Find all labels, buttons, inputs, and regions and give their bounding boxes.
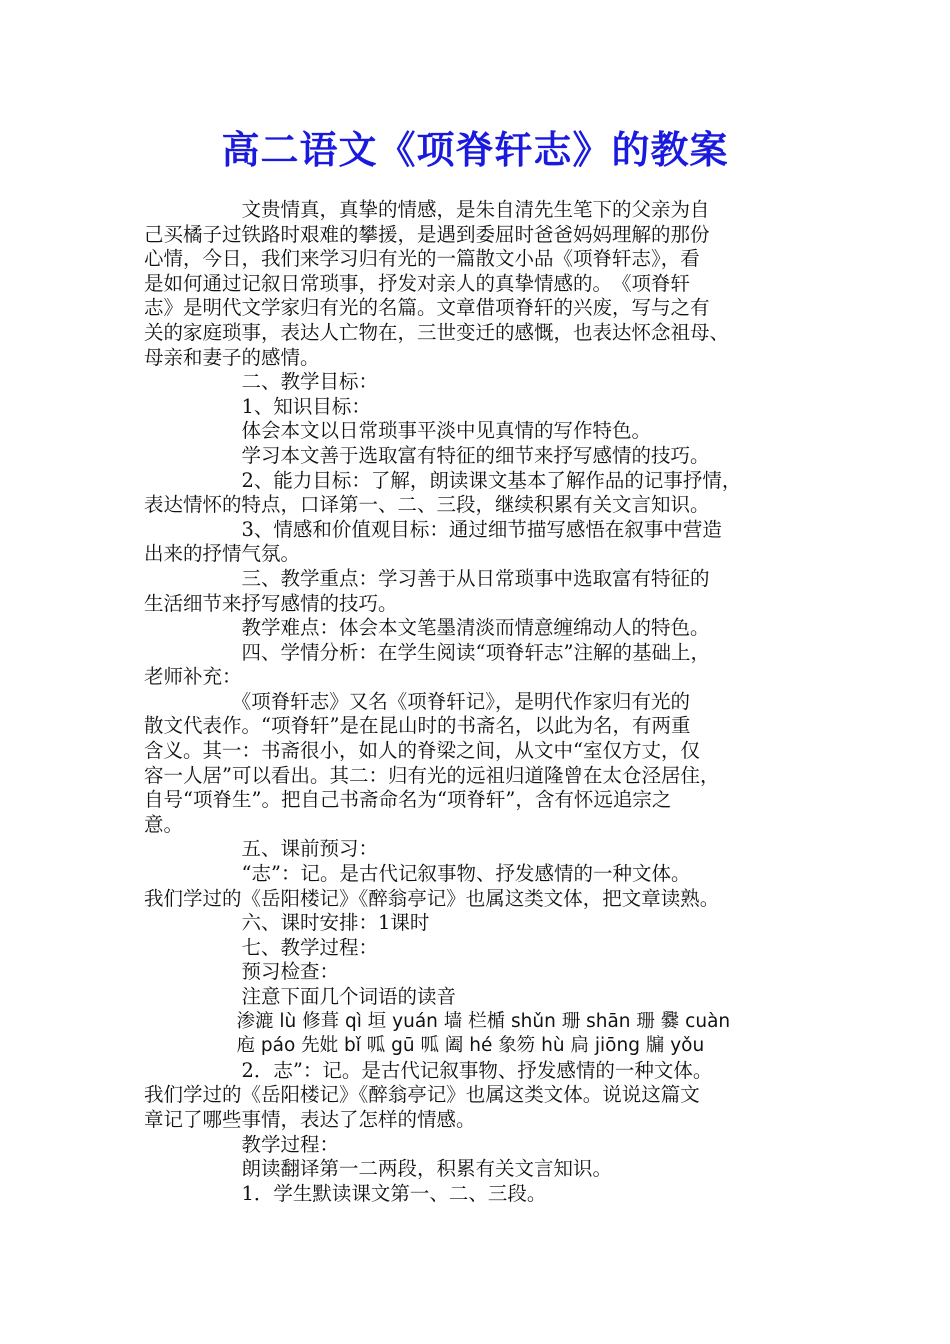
document-body [144,198,816,1206]
paragraph-line: 关的家庭琐事，表达人亡物在，三世变迁的感慨，也表达怀念祖母、 [144,320,730,344]
paragraph-line: 注意下面几个词语的读音 [144,985,457,1008]
section-heading: 七、教学过程： [144,935,379,959]
paragraph-line: 是如何通过记叙日常琐事，抒发对亲人的真挚情感的。 《项脊轩 [144,271,691,295]
paragraph-line: 出来的抒情气氛。 [144,542,301,566]
paragraph-line: 1．学生默读课文第一、二、三段。 [144,1181,547,1205]
paragraph-line: 3、情感和价值观目标：通过细节描写感悟在叙事中营造 [144,517,722,541]
paragraph-line: 容一人居”可以看出。其二：归有光的远祖归道隆曾在太仓泾居住， [144,763,720,787]
paragraph-line: 章记了哪些事情，表达了怎样的情感。 [144,1107,476,1131]
paragraph-line: 自号“项脊生”。把自己书斋命名为“项脊轩”，含有怀远追宗之 [144,788,672,812]
pinyin-line: 渗漉 lù 修葺 qì 垣 yuán 墙 栏楯 shǔn 珊 shān 珊 爨 cuàn [144,1010,731,1032]
paragraph-line: 文贵情真，真挚的情感，是朱自清先生笔下的父亲为自 [144,198,710,221]
paragraph-line: 我们学过的《岳阳楼记》《醉翁亭记》也属这类文体。说说这篇文 [144,1083,700,1107]
document-title: 高二语文《项脊轩志》的教案 [221,127,729,172]
paragraph-line: 表达情怀的特点，口译第一、二、三段，继续积累有关文言知识。 [144,493,710,517]
section-heading: 五、课前预习： [144,837,379,861]
subsection-heading: 预习检查： [144,960,340,984]
paragraph-line: 己买橘子过铁路时艰难的攀援，是遇到委屈时爸爸妈妈理解的那份 [144,222,710,246]
paragraph-line: 2．志”：记。是古代记叙事物、抒发感情的一种文体。 [144,1058,713,1082]
paragraph-line: “志”：记。是古代记叙事物、抒发感情的一种文体。 [144,862,691,886]
paragraph-line: 生活细节来抒写感情的技巧。 [144,591,398,615]
paragraph-line: 学习本文善于选取富有特征的细节来抒写感情的技巧。 [144,443,710,467]
subsection-heading: 1、知识目标： [144,394,371,418]
paragraph-line: 朗读翻译第一二两段，积累有关文言知识。 [144,1157,613,1181]
paragraph-line: 心情，今日，我们来学习归有光的一篇散文小品《项脊轩志》，看 [144,247,700,271]
subsection-heading: 教学过程： [144,1132,340,1156]
paragraph-line: 意。 [144,812,184,836]
paragraph-line: 母亲和妻子的感情。 [144,345,320,369]
paragraph-line: 体会本文以日常琐事平淡中见真情的写作特色。 [144,419,652,443]
paragraph-line: 教学难点：体会本文笔墨清淡而情意缠绵动人的特色。 [144,616,710,640]
paragraph-line: 《项脊轩志》又名《项脊轩记》，是明代作家归有光的 [144,689,691,713]
paragraph-line: 我们学过的《岳阳楼记》《醉翁亭记》也属这类文体，把文章读熟。 [144,886,720,910]
pinyin-line: 庖 páo 先妣 bǐ 呱 gū 呱 阖 hé 象笏 hù 扃 jiōng 牖 yǒu [144,1035,705,1057]
section-heading: 四、学情分析：在学生阅读“项脊轩志”注解的基础上， [144,640,710,664]
section-heading: 三、教学重点：学习善于从日常琐事中选取富有特征的 [144,566,710,590]
paragraph-line: 含义。其一：书斋很小，如人的脊梁之间，从文中“室仅方丈，仅 [144,739,700,763]
paragraph-line: 2、能力目标：了解，朗读课文基本了解作品的记事抒情， [144,468,742,492]
paragraph-line: 志》是明代文学家归有光的名篇。文章借项脊轩的兴废，写与之有 [144,296,710,320]
paragraph-line: 散文代表作。“项脊轩”是在昆山时的书斋名，以此为名，有两重 [144,714,691,738]
section-heading: 二、教学目标： [144,370,379,394]
section-heading: 六、课时安排：1课时 [144,911,430,935]
paragraph-line: 老师补充： [144,665,242,689]
